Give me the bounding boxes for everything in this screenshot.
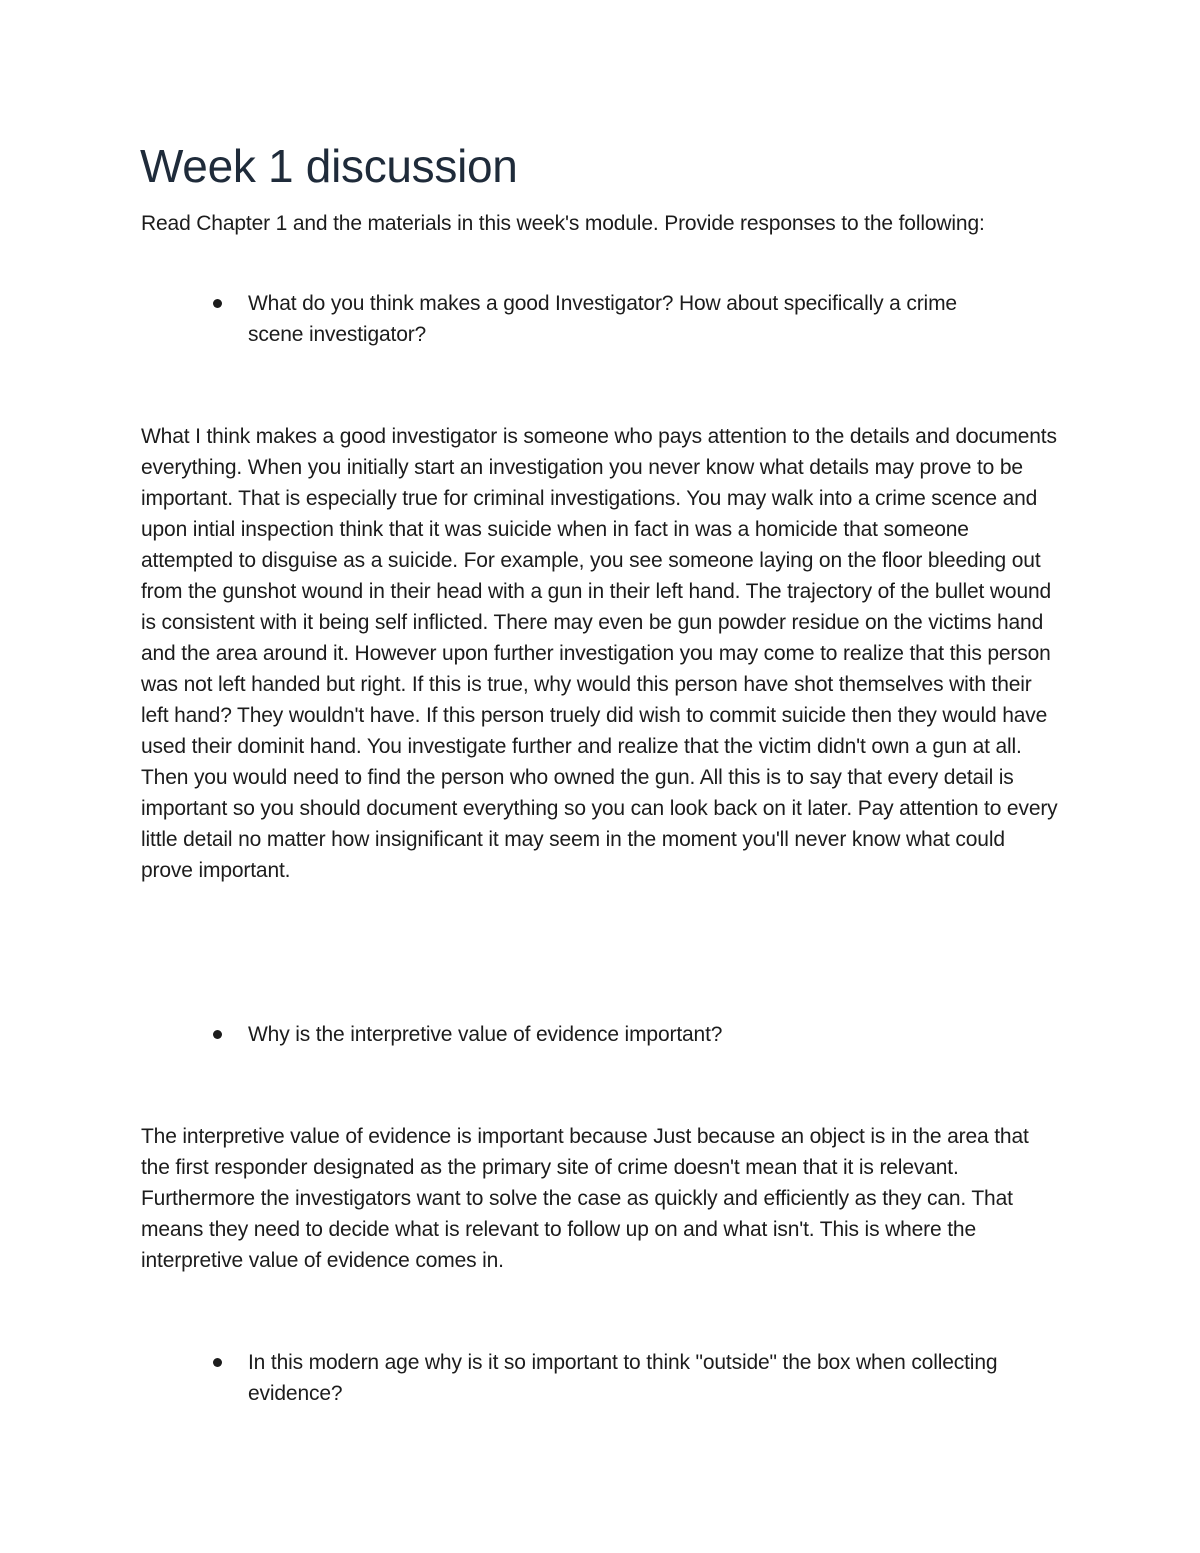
question-list-item [210,1347,1010,1409]
document-title: Week 1 discussion [140,140,518,192]
bullet-icon [210,1347,248,1378]
answer-2-paragraph: The interpretive value of evidence is important because Just because an object is in the area that the first responder designated as the primary site of crime doesn't mean that it is relevant. Furthermore the investigators want to solve the case as quickly and efficiently as they can. That means they need to decide what is relevant to follow up on and what isn't. This is where the interpretive value of evidence comes in. [141,1125,1029,1272]
answer-1-paragraph: What I think makes a good investigator is someone who pays attention to the details and documents everything. When you initially start an investigation you never know what details may prove to be important. That is especially true for criminal investigations. You may walk into a crime scence and upon intial inspection think that it was suicide when in fact in was a homicide that someone attempted to disguise as a suicide. For example, you see someone laying on the floor bleeding out from the gunshot wound in their head with a gun in their left hand. The trajectory of the bullet wound is consistent with it being self inflicted. There may even be gun powder residue on the victims hand and the area around it. However upon further investigation you may come to realize that this person was not left handed but right. If this is true, why would this person have shot themselves with their left hand? They wouldn't have. If this person truely did wish to commit suicide then they would have used their dominit hand. You investigate further and realize that the victim didn't own a gun at all. Then you would need to find the person who owned the gun. All this is to say that every detail is important so you should document everything so you can look back on it later. Pay attention to every little detail no matter how insignificant it may seem in the moment you'll never know what could prove important. [141,425,1058,882]
question-3-text: In this modern age why is it so important to think "outside" the box when collecting evidence? [248,1351,998,1405]
question-list-item [210,288,1010,350]
intro-paragraph: Read Chapter 1 and the materials in this week's module. Provide responses to the following: [141,212,985,235]
question-2-text: Why is the interpretive value of evidence important? [248,1023,723,1046]
bullet-icon [210,1019,248,1050]
question-list-item [210,1019,1010,1050]
bullet-icon [210,288,248,319]
question-1-text: What do you think makes a good Investigator? How about specifically a crime scene investigator? [248,292,957,346]
